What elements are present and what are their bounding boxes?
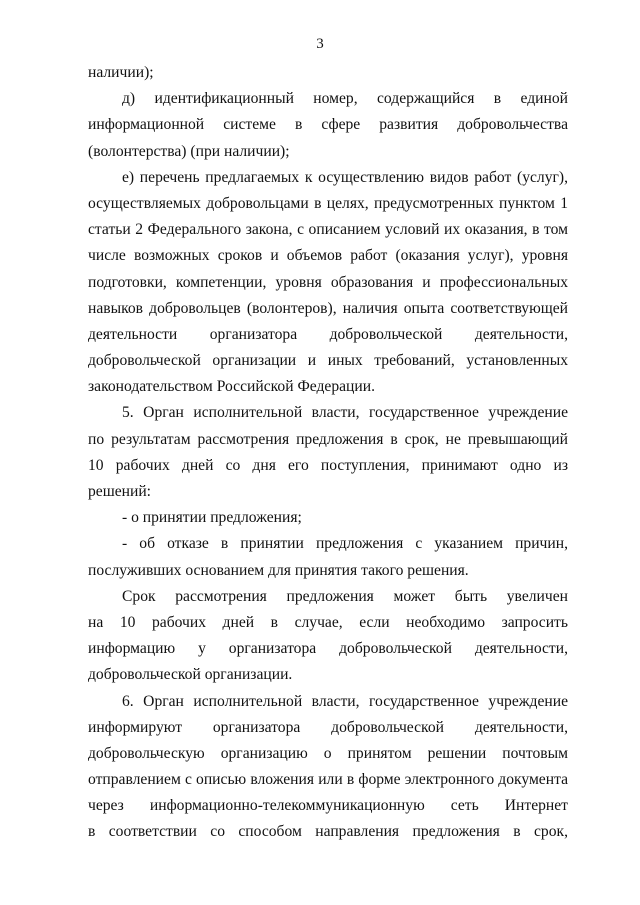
text-line: по результатам рассмотрения предложения в срок, не превышающий	[88, 430, 568, 448]
text-line: 6. Орган исполнительной власти, государственное учреждение	[122, 692, 568, 710]
text-line: законодательством Российской Федерации.	[88, 378, 375, 396]
text-line: через информационно-телекоммуникационную сеть Интернет	[88, 797, 568, 815]
text-line: информацию у организатора добровольческой деятельности,	[88, 640, 568, 658]
text-line: отправлением с описью вложения или в форме электронного документа	[88, 771, 568, 789]
text-line: на 10 рабочих дней в случае, если необходимо запросить	[88, 613, 568, 631]
text-line: - об отказе в принятии предложения с указанием причин,	[122, 535, 568, 553]
text-line: е) перечень предлагаемых к осуществлению видов работ (услуг),	[122, 168, 568, 186]
text-line: числе возможных сроков и объемов работ (оказания услуг), уровня	[88, 247, 568, 265]
text-line: информационной системе в сфере развития добровольчества	[88, 116, 568, 134]
text-line: 10 рабочих дней со дня его поступления, принимают одно из	[88, 456, 568, 474]
text-line: д) идентификационный номер, содержащийся в единой	[122, 90, 568, 108]
text-line: решений:	[88, 483, 152, 500]
text-line: наличии);	[88, 64, 154, 81]
text-line: осуществляемых добровольцами в целях, предусмотренных пунктом 1	[88, 194, 568, 212]
text-line: информируют организатора добровольческой деятельности,	[88, 718, 568, 736]
page-number: 3	[316, 36, 324, 52]
text-line: 5. Орган исполнительной власти, государственное учреждение	[122, 404, 568, 422]
text-line: деятельности организатора добровольческой деятельности,	[88, 325, 568, 343]
text-line: Срок рассмотрения предложения может быть увеличен	[122, 587, 568, 605]
text-line: послуживших основанием для принятия такого решения.	[88, 561, 469, 579]
document-body	[88, 60, 568, 846]
text-line: (волонтерства) (при наличии);	[88, 142, 290, 160]
text-line: добровольческой организации.	[88, 666, 293, 684]
text-line: - о принятии предложения;	[122, 509, 302, 527]
text-line: добровольческую организацию о принятом решении почтовым	[88, 744, 568, 762]
text-line: подготовки, компетенции, уровня образования и профессиональных	[88, 273, 568, 291]
text-line: добровольческой организации и иных требований, установленных	[88, 352, 568, 370]
text-line: в соответствии со способом направления предложения в срок,	[88, 823, 568, 841]
text-line: навыков добровольцев (волонтеров), наличия опыта соответствующей	[88, 299, 568, 317]
text-line: статьи 2 Федерального закона, с описанием условий их оказания, в том	[88, 221, 568, 239]
